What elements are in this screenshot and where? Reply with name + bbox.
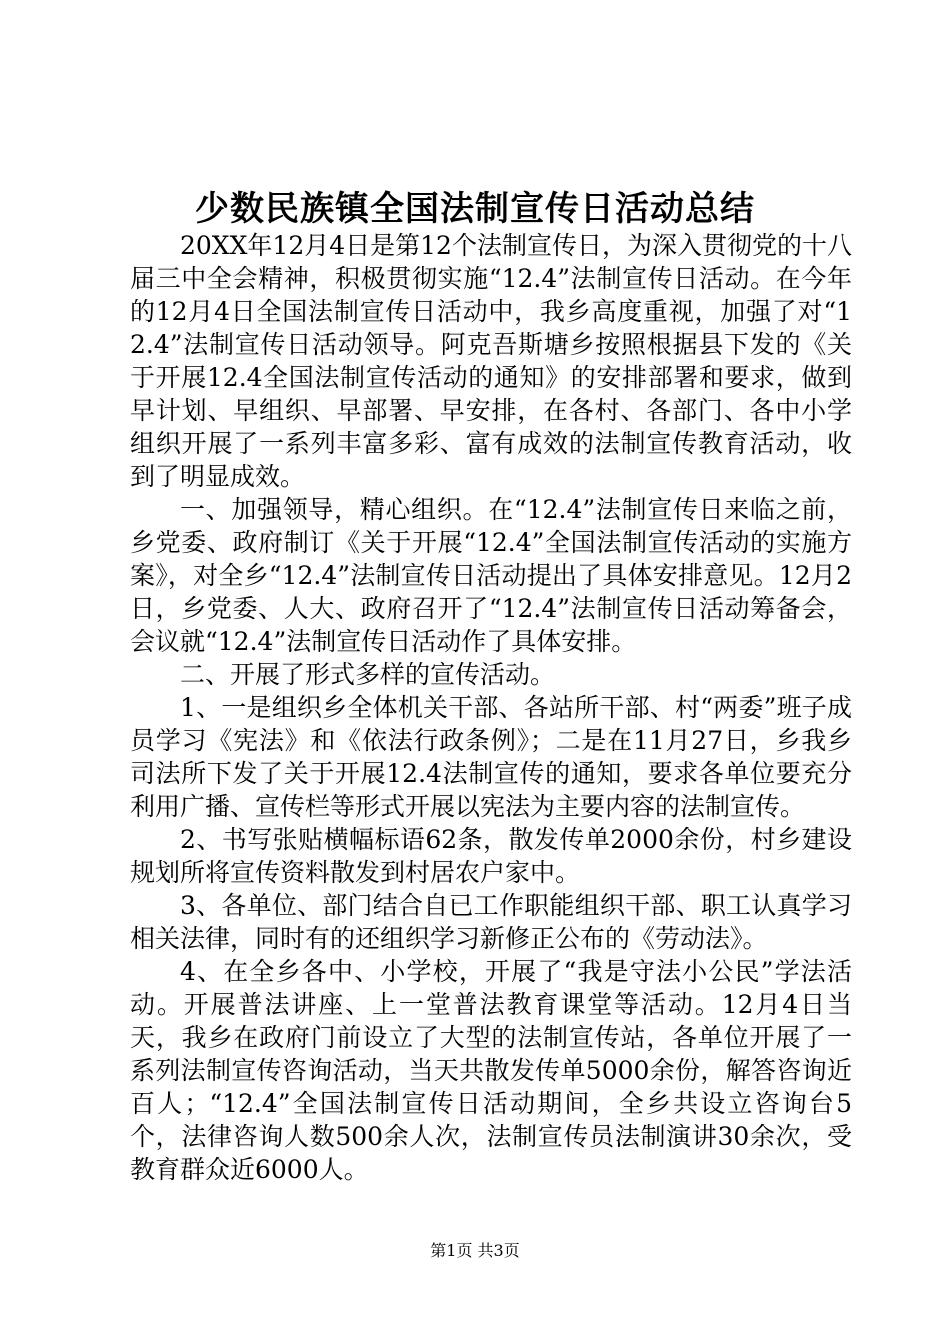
document-title: 少数民族镇全国法制宣传日活动总结 bbox=[195, 189, 755, 229]
paragraph-section-2-heading: 二、开展了形式多样的宣传活动。 bbox=[180, 660, 556, 689]
page-footer: 第1页 共3页 bbox=[430, 1241, 520, 1260]
paragraph-item-3: 3、各单位、部门结合自已工作职能组织干部、职工认真学习相关法律，同时有的还组织学习新修正公布的《劳动法》。 bbox=[130, 891, 852, 953]
paragraph-section-1: 一、加强领导，精心组织。在“12.4”法制宣传日来临之前，乡党委、政府制订《关于开展“12.4”全国法制宣传活动的实施方案》，对全乡“12.4”法制宣传日活动提出了具体安排意见。12月2日，乡党委、人大、政府召开了“12.4”法制宣传日活动筹备会，会议就“12.4”法制宣传日活动作了具体安排。 bbox=[130, 495, 852, 656]
paragraph-intro: 20XX年12月4日是第12个法制宣传日，为深入贯彻党的十八届三中全会精神，积极贯彻实施“12.4”法制宣传日活动。在今年的12月4日全国法制宣传日活动中，我乡高度重视，加强了对“12.4”法制宣传日活动领导。阿克吾斯塘乡按照根据县下发的《关于开展12.4全国法制宣传活动的通知》的安排部署和要求，做到早计划、早组织、早部署、早安排，在各村、各部门、各中小学组织开展了一系列丰富多彩、富有成效的法制宣传教育活动，收到了明显成效。 bbox=[130, 231, 852, 491]
paragraph-item-2: 2、书写张贴横幅标语62条，散发传单2000余份，村乡建设规划所将宣传资料散发到村居农户家中。 bbox=[130, 825, 852, 887]
paragraph-item-4: 4、在全乡各中、小学校，开展了“我是守法小公民”学法活动。开展普法讲座、上一堂普法教育课堂等活动。12月4日当天，我乡在政府门前设立了大型的法制宣传站，各单位开展了一系列法制宣传咨询活动，当天共散发传单5000余份，解答咨询近百人；“12.4”全国法制宣传日活动期间，全乡共设立咨询台5个，法律咨询人数500余人次，法制宣传员法制演讲30余次，受教育群众近6000人。 bbox=[130, 957, 852, 1184]
paragraph-item-1: 1、一是组织乡全体机关干部、各站所干部、村“两委”班子成员学习《宪法》和《依法行政条例》；二是在11月27日，乡我乡司法所下发了关于开展12.4法制宣传的通知，要求各单位要充分利用广播、宣传栏等形式开展以宪法为主要内容的法制宣传。 bbox=[130, 693, 852, 821]
document-body bbox=[130, 229, 852, 1186]
